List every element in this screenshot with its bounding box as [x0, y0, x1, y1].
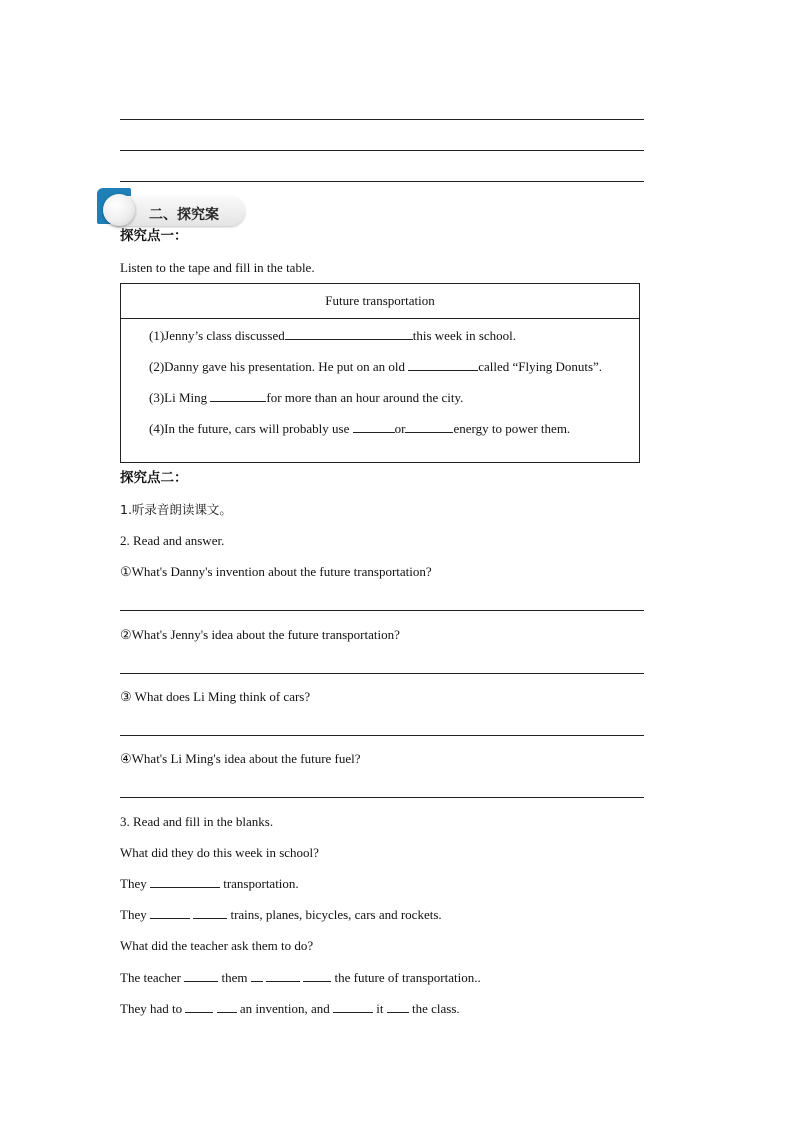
fill-line-1: They transportation.: [120, 876, 299, 891]
blank[interactable]: [303, 970, 331, 982]
blank[interactable]: [405, 421, 453, 433]
point1-heading: 探究点一：: [120, 228, 188, 244]
blank[interactable]: [333, 1001, 373, 1013]
blank[interactable]: [185, 1001, 213, 1013]
blank[interactable]: [387, 1001, 409, 1013]
table-row: (1)Jenny’s class discussed this week in school.: [149, 328, 517, 343]
blank[interactable]: [285, 328, 413, 340]
fill-line-3: The teacher them the future of transportation..: [120, 970, 481, 985]
blank[interactable]: [150, 907, 190, 919]
question-3: ③ What does Li Ming think of cars?: [120, 689, 311, 704]
table-row: (2)Danny gave his presentation. He put on an old called “Flying Donuts”.: [149, 359, 603, 374]
section-title: 二、探究案: [149, 207, 219, 223]
table-header: Future transportation: [121, 284, 639, 319]
question-teacher: What did the teacher ask them to do?: [120, 938, 314, 953]
item-3: 3. Read and fill in the blanks.: [120, 814, 274, 829]
answer-line-top-2: [120, 150, 644, 151]
fill-line-2: They trains, planes, bicycles, cars and rockets.: [120, 907, 442, 922]
answer-line-top-3: [120, 181, 644, 182]
blank[interactable]: [353, 421, 395, 433]
badge-circle-icon: [103, 194, 135, 226]
blank[interactable]: [150, 876, 220, 888]
answer-line[interactable]: [120, 673, 644, 674]
question-week: What did they do this week in school?: [120, 845, 319, 860]
fill-table: [120, 283, 640, 463]
section-badge: [97, 188, 257, 232]
answer-line-top-1: [120, 119, 644, 120]
question-1: ①What's Danny's invention about the future transportation?: [120, 564, 432, 579]
blank[interactable]: [266, 970, 300, 982]
blank[interactable]: [210, 390, 266, 402]
blank[interactable]: [193, 907, 227, 919]
point1-instruction: Listen to the tape and fill in the table.: [120, 260, 315, 275]
point2-heading: 探究点二：: [120, 470, 188, 486]
answer-line[interactable]: [120, 797, 644, 798]
table-row: (3)Li Ming for more than an hour around the city.: [149, 390, 464, 405]
item-2: 2. Read and answer.: [120, 533, 225, 548]
question-2: ②What's Jenny's idea about the future transportation?: [120, 627, 400, 642]
blank[interactable]: [408, 359, 478, 371]
blank[interactable]: [217, 1001, 237, 1013]
blank[interactable]: [184, 970, 218, 982]
table-row: (4)In the future, cars will probably use or energy to power them.: [149, 421, 571, 436]
answer-line[interactable]: [120, 610, 644, 611]
question-4: ④What's Li Ming's idea about the future fuel?: [120, 751, 361, 766]
item-1: 1.听录音朗读课文。: [120, 502, 232, 517]
answer-line[interactable]: [120, 735, 644, 736]
fill-line-4: They had to an invention, and it the class.: [120, 1001, 460, 1016]
blank[interactable]: [251, 970, 263, 982]
